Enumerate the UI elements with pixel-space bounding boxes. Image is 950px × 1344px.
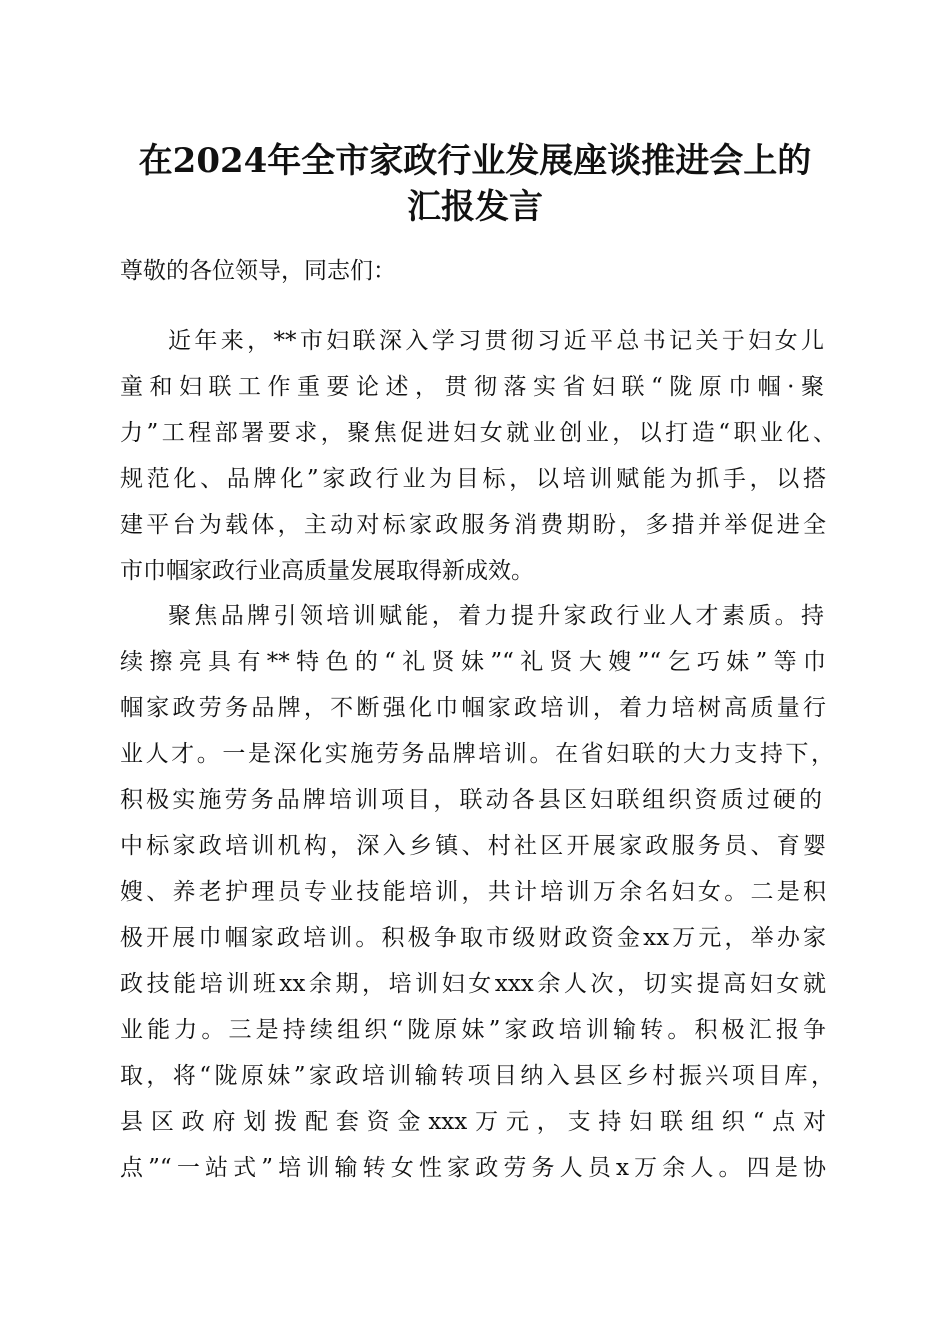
paragraph-line: 续擦亮具有**特色的“礼贤妹”“礼贤大嫂”“乞巧妹”等巾 bbox=[120, 649, 826, 675]
paragraph-line: 业能力。三是持续组织“陇原妹”家政培训输转。积极汇报争 bbox=[120, 1017, 826, 1043]
salutation: 尊敬的各位领导，同志们： bbox=[120, 258, 396, 284]
paragraph-line: 规范化、品牌化”家政行业为目标，以培训赋能为抓手，以搭 bbox=[120, 466, 826, 492]
paragraph-line: 建平台为载体，主动对标家政服务消费期盼，多措并举促进全 bbox=[120, 512, 826, 538]
paragraph-line: 点”“一站式”培训输转女性家政劳务人员x万余人。四是协 bbox=[120, 1155, 826, 1181]
paragraph-line: 童和妇联工作重要论述，贯彻落实省妇联“陇原巾帼·聚 bbox=[120, 374, 824, 400]
paragraph-line: 嫂、养老护理员专业技能培训，共计培训万余名妇女。二是积 bbox=[120, 879, 826, 905]
paragraph-line: 中标家政培训机构，深入乡镇、村社区开展家政服务员、育婴 bbox=[120, 833, 826, 859]
paragraph-line: 县区政府划拨配套资金xxx万元，支持妇联组织“点对 bbox=[120, 1109, 826, 1135]
paragraph-line: 力”工程部署要求，聚焦促进妇女就业创业，以打造“职业化、 bbox=[120, 420, 836, 446]
paragraph-line: 业人才。一是深化实施劳务品牌培训。在省妇联的大力支持下， bbox=[120, 741, 834, 767]
paragraph-line: 近年来，**市妇联深入学习贯彻习近平总书记关于妇女儿 bbox=[168, 328, 824, 354]
document-title-line-2: 汇报发言 bbox=[407, 187, 543, 227]
paragraph-line: 聚焦品牌引领培训赋能，着力提升家政行业人才素质。持 bbox=[168, 603, 824, 629]
paragraph-line: 帼家政劳务品牌，不断强化巾帼家政培训，着力培树高质量行 bbox=[120, 695, 826, 721]
paragraph-line: 市巾帼家政行业高质量发展取得新成效。 bbox=[120, 558, 534, 584]
paragraph-line: 政技能培训班xx余期，培训妇女xxx余人次，切实提高妇女就 bbox=[120, 971, 826, 997]
paragraph-line: 极开展巾帼家政培训。积极争取市级财政资金xx万元，举办家 bbox=[120, 925, 826, 951]
document-title-line-1: 在2024年全市家政行业发展座谈推进会上的 bbox=[138, 141, 812, 181]
paragraph-line: 取，将“陇原妹”家政培训输转项目纳入县区乡村振兴项目库， bbox=[120, 1063, 834, 1089]
paragraph-line: 积极实施劳务品牌培训项目，联动各县区妇联组织资质过硬的 bbox=[120, 787, 822, 813]
